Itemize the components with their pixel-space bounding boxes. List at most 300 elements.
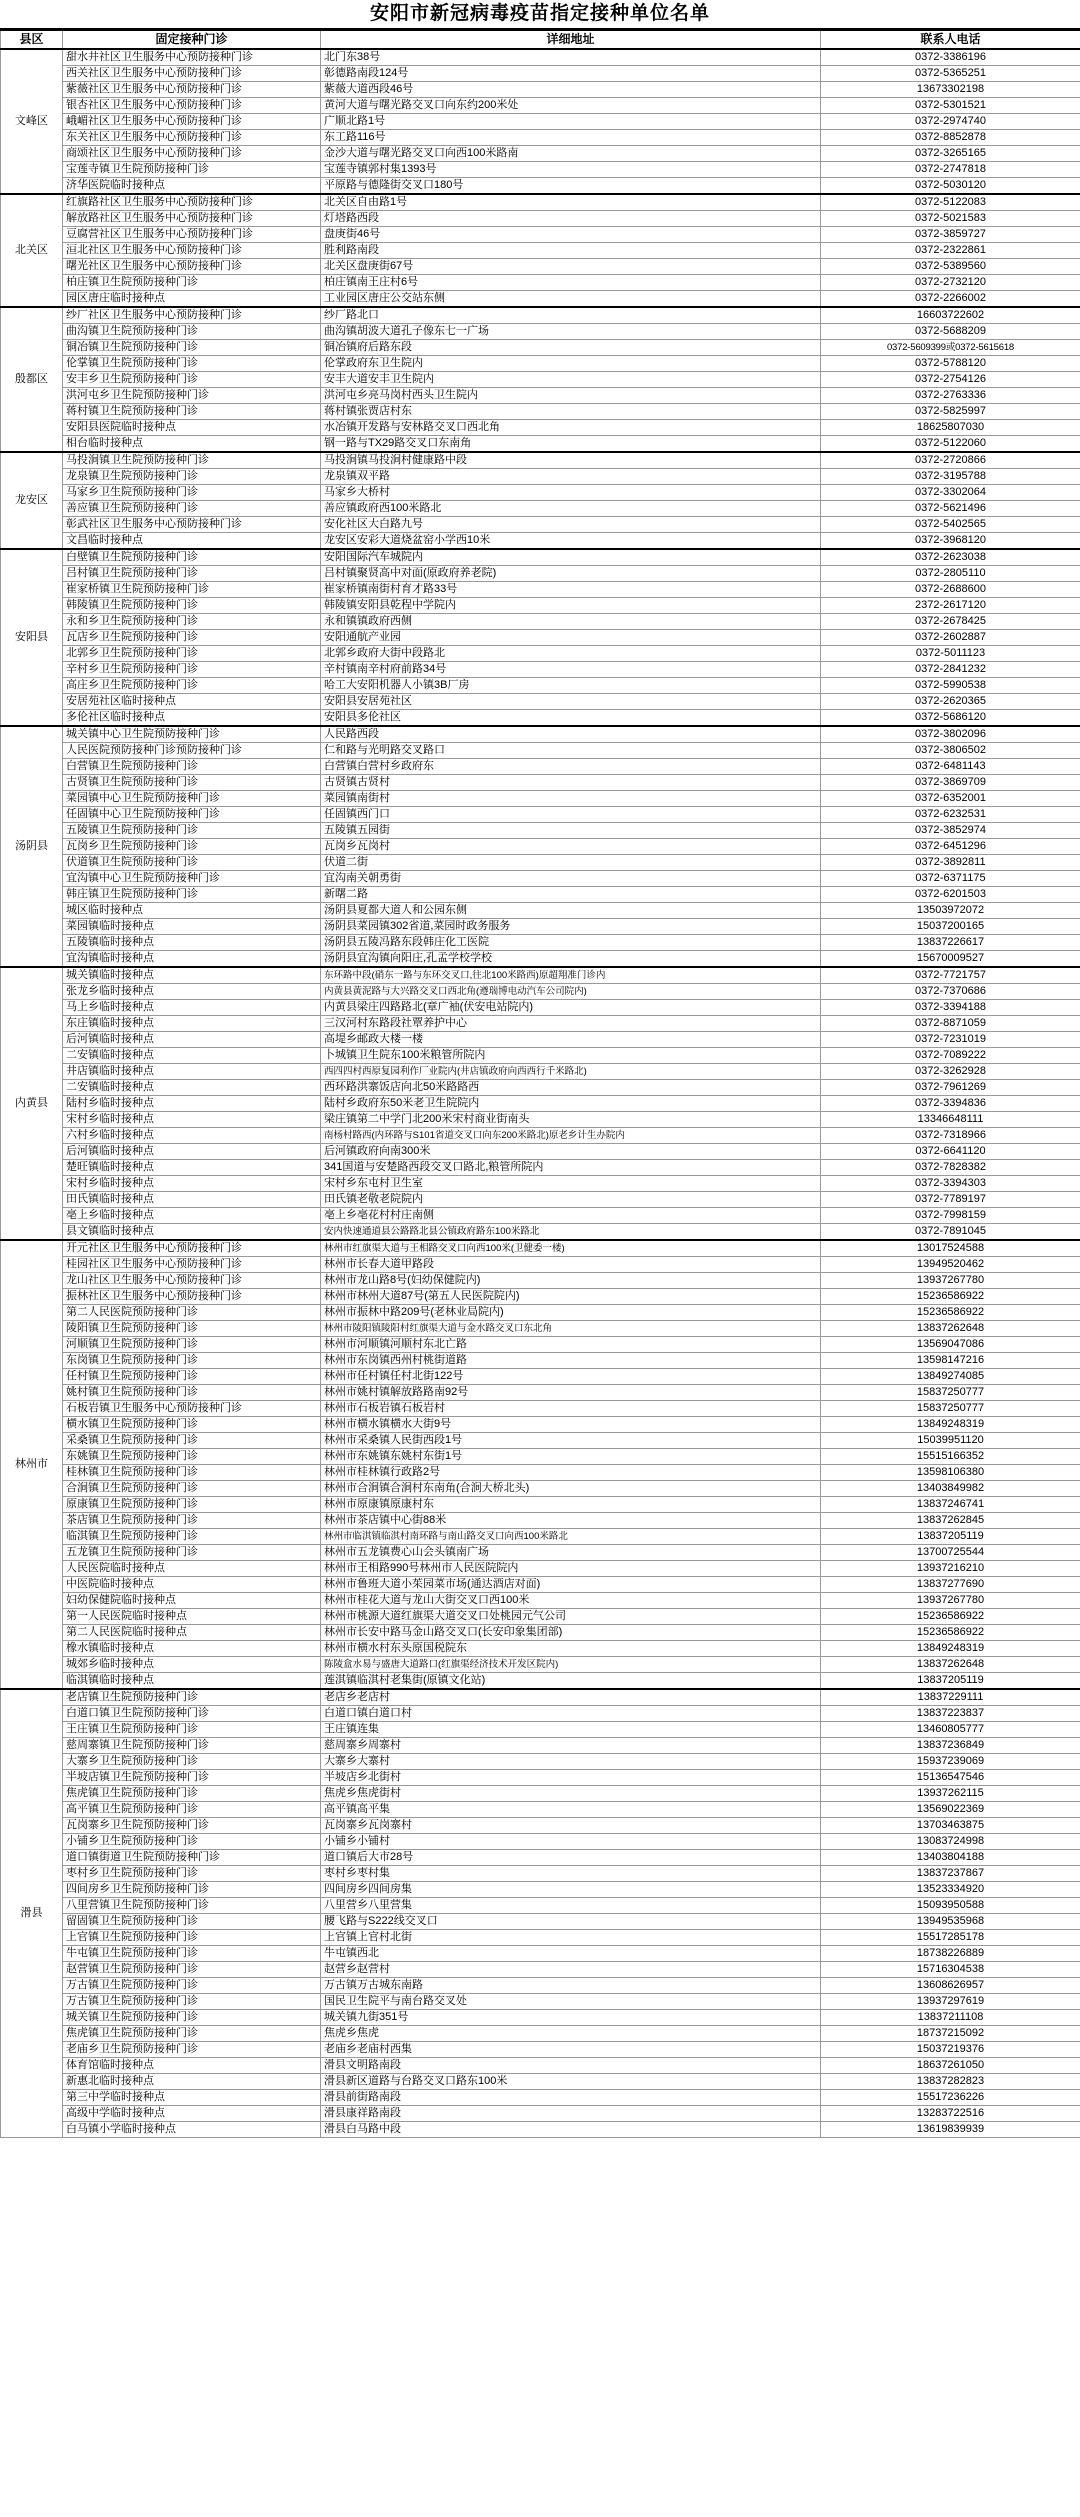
- clinic-name-cell: 石板岩镇卫生服务中心预防接种门诊: [63, 1401, 321, 1417]
- address-cell: 广顺北路1号: [321, 114, 821, 130]
- table-row: [1, 1080, 1080, 1096]
- table-row: [1, 1176, 1080, 1192]
- clinic-name-cell: 紫薇社区卫生服务中心预防接种门诊: [63, 82, 321, 98]
- table-row: [1, 1722, 1080, 1738]
- clinic-name-cell: 城郊乡临时接种点: [63, 1657, 321, 1673]
- address-cell: 宋村乡东屯村卫生室: [321, 1176, 821, 1192]
- phone-cell: 16603722602: [821, 307, 1080, 324]
- clinic-name-cell: 陆村乡临时接种点: [63, 1096, 321, 1112]
- address-cell: 安化社区大白路九号: [321, 517, 821, 533]
- phone-cell: 0372-6201503: [821, 887, 1080, 903]
- phone-cell: 0372-7998159: [821, 1208, 1080, 1224]
- table-row: [1, 1032, 1080, 1048]
- address-cell: 龙安区安彩大道烧盆窑小学西10米: [321, 533, 821, 550]
- table-row: [1, 1866, 1080, 1882]
- clinic-name-cell: 临淇镇卫生院预防接种门诊: [63, 1529, 321, 1545]
- phone-cell: 0372-5990538: [821, 678, 1080, 694]
- phone-cell: 0372-3195788: [821, 469, 1080, 485]
- clinic-name-cell: 园区唐庄临时接种点: [63, 291, 321, 308]
- address-cell: 林州市红旗渠大道与王相路交叉口向西100米(卫健委一楼): [321, 1240, 821, 1257]
- table-row: [1, 951, 1080, 968]
- address-cell: 陆村乡政府东50米老卫生院院内: [321, 1096, 821, 1112]
- phone-cell: 0372-5122060: [821, 436, 1080, 453]
- clinic-name-cell: 王庄镇卫生院预防接种门诊: [63, 1722, 321, 1738]
- table-row: [1, 887, 1080, 903]
- clinic-name-cell: 文昌临时接种点: [63, 533, 321, 550]
- table-row: [1, 1802, 1080, 1818]
- address-cell: 安阳县多伦社区: [321, 710, 821, 727]
- table-row: [1, 452, 1080, 469]
- address-cell: 林州市采桑镇人民街西段1号: [321, 1433, 821, 1449]
- address-cell: 水冶镇开发路与安林路交叉口西北角: [321, 420, 821, 436]
- table-row: [1, 1096, 1080, 1112]
- phone-cell: 0372-2620365: [821, 694, 1080, 710]
- table-row: [1, 388, 1080, 404]
- address-cell: 林州市东姚镇东姚村东街1号: [321, 1449, 821, 1465]
- table-body: [1, 49, 1080, 2138]
- phone-cell: 15670009527: [821, 951, 1080, 968]
- phone-cell: 13837237867: [821, 1866, 1080, 1882]
- phone-cell: 0372-7789197: [821, 1192, 1080, 1208]
- phone-cell: 0372-3852974: [821, 823, 1080, 839]
- table-row: [1, 2122, 1080, 2138]
- phone-cell: 13403849982: [821, 1481, 1080, 1497]
- clinic-name-cell: 济华医院临时接种点: [63, 178, 321, 195]
- clinic-name-cell: 善应镇卫生院预防接种门诊: [63, 501, 321, 517]
- clinic-name-cell: 任村镇卫生院预防接种门诊: [63, 1369, 321, 1385]
- clinic-name-cell: 瓦岗寨乡卫生院预防接种门诊: [63, 1818, 321, 1834]
- clinic-name-cell: 彰武社区卫生服务中心预防接种门诊: [63, 517, 321, 533]
- clinic-name-cell: 古贤镇卫生院预防接种门诊: [63, 775, 321, 791]
- table-row: [1, 1818, 1080, 1834]
- phone-cell: 13837262845: [821, 1513, 1080, 1529]
- phone-cell: 15716304538: [821, 1962, 1080, 1978]
- clinic-name-cell: 陵阳镇卫生院预防接种门诊: [63, 1321, 321, 1337]
- address-cell: 蒋村镇张贾店村东: [321, 404, 821, 420]
- table-row: [1, 791, 1080, 807]
- table-row: [1, 1882, 1080, 1898]
- phone-cell: 0372-5686120: [821, 710, 1080, 727]
- phone-cell: 13849248319: [821, 1641, 1080, 1657]
- table-row: [1, 1513, 1080, 1529]
- table-row: [1, 533, 1080, 550]
- address-cell: 腰飞路与S222线交叉口: [321, 1914, 821, 1930]
- phone-cell: 13837262648: [821, 1657, 1080, 1673]
- address-cell: 亳上乡亳花村村庄南侧: [321, 1208, 821, 1224]
- clinic-name-cell: 张龙乡临时接种点: [63, 984, 321, 1000]
- clinic-name-cell: 横水镇卫生院预防接种门诊: [63, 1417, 321, 1433]
- address-cell: 安阳县安居苑社区: [321, 694, 821, 710]
- clinic-name-cell: 银杏社区卫生服务中心预防接种门诊: [63, 98, 321, 114]
- table-row: [1, 1962, 1080, 1978]
- phone-cell: 0372-3302064: [821, 485, 1080, 501]
- table-row: [1, 903, 1080, 919]
- phone-cell: 15037219376: [821, 2042, 1080, 2058]
- phone-cell: 0372-2747818: [821, 162, 1080, 178]
- phone-cell: 0372-5301521: [821, 98, 1080, 114]
- table-row: [1, 1738, 1080, 1754]
- address-cell: 伦掌政府东卫生院内: [321, 356, 821, 372]
- table-row: [1, 1353, 1080, 1369]
- table-row: [1, 1433, 1080, 1449]
- clinic-name-cell: 宜沟镇临时接种点: [63, 951, 321, 968]
- address-cell: 南杨村路西(内环路与S101省道交叉口向东200米路北)原老乡计生办院内: [321, 1128, 821, 1144]
- clinic-name-cell: 新惠北临时接种点: [63, 2074, 321, 2090]
- address-cell: 铜冶镇府后路东段: [321, 340, 821, 356]
- phone-cell: 13837277690: [821, 1577, 1080, 1593]
- address-cell: 曲沟镇胡波大道孔子像东七一广场: [321, 324, 821, 340]
- phone-cell: 0372-3394836: [821, 1096, 1080, 1112]
- address-cell: 上官镇上官村北街: [321, 1930, 821, 1946]
- phone-cell: 0372-5030120: [821, 178, 1080, 195]
- clinic-name-cell: 老店镇卫生院预防接种门诊: [63, 1689, 321, 1706]
- address-cell: 枣村乡枣村集: [321, 1866, 821, 1882]
- clinic-name-cell: 铜冶镇卫生院预防接种门诊: [63, 340, 321, 356]
- clinic-name-cell: 城关镇中心卫生院预防接种门诊: [63, 726, 321, 743]
- address-cell: 牛屯镇西北: [321, 1946, 821, 1962]
- address-cell: 黄河大道与曙光路交叉口向东约200米处: [321, 98, 821, 114]
- phone-cell: 0372-2678425: [821, 614, 1080, 630]
- phone-cell: 0372-7721757: [821, 967, 1080, 984]
- phone-cell: 15236586922: [821, 1625, 1080, 1641]
- phone-cell: 0372-7231019: [821, 1032, 1080, 1048]
- phone-cell: 15039951120: [821, 1433, 1080, 1449]
- address-cell: 汤阴县宜沟镇向阳庄,孔孟学校学校: [321, 951, 821, 968]
- address-cell: 宝莲寺镇郭村集1393号: [321, 162, 821, 178]
- column-header-clinic: 固定接种门诊: [63, 30, 321, 49]
- address-cell: 八里营乡八里营集: [321, 1898, 821, 1914]
- table-row: [1, 211, 1080, 227]
- column-header-address: 详细地址: [321, 30, 821, 49]
- table-row: [1, 114, 1080, 130]
- clinic-name-cell: 马上乡临时接种点: [63, 1000, 321, 1016]
- clinic-name-cell: 橡水镇临时接种点: [63, 1641, 321, 1657]
- table-row: [1, 1016, 1080, 1032]
- table-row: [1, 1192, 1080, 1208]
- phone-cell: 0372-7370686: [821, 984, 1080, 1000]
- phone-cell: 0372-3892811: [821, 855, 1080, 871]
- clinic-name-cell: 二安镇临时接种点: [63, 1048, 321, 1064]
- clinic-name-cell: 合涧镇卫生院预防接种门诊: [63, 1481, 321, 1497]
- table-row: [1, 1401, 1080, 1417]
- column-header-phone: 联系人电话: [821, 30, 1080, 49]
- address-cell: 林州市长安中路马金山路交叉口(长安印象集团部): [321, 1625, 821, 1641]
- clinic-name-cell: 县文镇临时接种点: [63, 1224, 321, 1241]
- phone-cell: 15093950588: [821, 1898, 1080, 1914]
- address-cell: 马投涧镇马投涧村健康路中段: [321, 452, 821, 469]
- address-cell: 北关区自由路1号: [321, 194, 821, 211]
- address-cell: 北关区盘庚街67号: [321, 259, 821, 275]
- address-cell: 韩陵镇安阳县乾程中学院内: [321, 598, 821, 614]
- address-cell: 西环路洪寨饭店向北50米路路西: [321, 1080, 821, 1096]
- clinic-name-cell: 第二人民医院临时接种点: [63, 1625, 321, 1641]
- phone-cell: 0372-3265165: [821, 146, 1080, 162]
- address-cell: 崔家桥镇南街村育才路33号: [321, 582, 821, 598]
- phone-cell: 0372-2805110: [821, 566, 1080, 582]
- clinic-name-cell: 人民医院预防接种门诊预防接种门诊: [63, 743, 321, 759]
- address-cell: 灯塔路西段: [321, 211, 821, 227]
- address-cell: 古贤镇古贤村: [321, 775, 821, 791]
- clinic-name-cell: 东岗镇卫生院预防接种门诊: [63, 1353, 321, 1369]
- table-row: [1, 1657, 1080, 1673]
- clinic-name-cell: 辛村乡卫生院预防接种门诊: [63, 662, 321, 678]
- phone-cell: 13837282823: [821, 2074, 1080, 2090]
- table-row: [1, 1786, 1080, 1802]
- table-row: [1, 130, 1080, 146]
- phone-cell: 13937267780: [821, 1273, 1080, 1289]
- clinic-name-cell: 白马镇小学临时接种点: [63, 2122, 321, 2138]
- clinic-name-cell: 万古镇卫生院预防接种门诊: [63, 1994, 321, 2010]
- table-row: [1, 743, 1080, 759]
- phone-cell: 15837250777: [821, 1401, 1080, 1417]
- address-cell: 永和镇镇政府西侧: [321, 614, 821, 630]
- phone-cell: 13849248319: [821, 1417, 1080, 1433]
- clinic-name-cell: 小铺乡卫生院预防接种门诊: [63, 1834, 321, 1850]
- phone-cell: 13673302198: [821, 82, 1080, 98]
- address-cell: 新曙二路: [321, 887, 821, 903]
- district-cell: 文峰区: [1, 49, 63, 194]
- clinic-name-cell: 商颂社区卫生服务中心预防接种门诊: [63, 146, 321, 162]
- clinic-name-cell: 伦掌镇卫生院预防接种门诊: [63, 356, 321, 372]
- phone-cell: 15937239069: [821, 1754, 1080, 1770]
- table-row: [1, 1449, 1080, 1465]
- address-cell: 林州市桃源大道红旗渠大道交叉口处桃园元气公司: [321, 1609, 821, 1625]
- clinic-name-cell: 菜园镇临时接种点: [63, 919, 321, 935]
- clinic-name-cell: 道口镇街道卫生院预防接种门诊: [63, 1850, 321, 1866]
- address-cell: 林州市茶店镇中心街88米: [321, 1513, 821, 1529]
- table-row: [1, 178, 1080, 195]
- phone-cell: 13700725544: [821, 1545, 1080, 1561]
- clinic-name-cell: 伏道镇卫生院预防接种门诊: [63, 855, 321, 871]
- table-row: [1, 1369, 1080, 1385]
- clinic-name-cell: 龙泉镇卫生院预防接种门诊: [63, 469, 321, 485]
- table-row: [1, 1289, 1080, 1305]
- table-row: [1, 485, 1080, 501]
- table-row: [1, 1946, 1080, 1962]
- table-row: [1, 1706, 1080, 1722]
- table-row: [1, 1689, 1080, 1706]
- table-row: [1, 436, 1080, 453]
- phone-cell: 0372-3859727: [821, 227, 1080, 243]
- phone-cell: 0372-5021583: [821, 211, 1080, 227]
- clinic-name-cell: 焦虎镇卫生院预防接种门诊: [63, 2026, 321, 2042]
- clinic-name-cell: 安丰乡卫生院预防接种门诊: [63, 372, 321, 388]
- district-cell: 北关区: [1, 194, 63, 307]
- table-row: [1, 227, 1080, 243]
- phone-cell: 15517236226: [821, 2090, 1080, 2106]
- table-row: [1, 549, 1080, 566]
- phone-cell: 13849274085: [821, 1369, 1080, 1385]
- table-row: [1, 582, 1080, 598]
- phone-cell: 0372-2754126: [821, 372, 1080, 388]
- address-cell: 平原路与德隆街交叉口180号: [321, 178, 821, 195]
- table-row: [1, 259, 1080, 275]
- phone-cell: 18625807030: [821, 420, 1080, 436]
- clinic-name-cell: 崔家桥镇卫生院预防接种门诊: [63, 582, 321, 598]
- table-row: [1, 2058, 1080, 2074]
- address-cell: 城关镇九街351号: [321, 2010, 821, 2026]
- phone-cell: 0372-5688209: [821, 324, 1080, 340]
- address-cell: 汤阴县夏都大道人和公园东侧: [321, 903, 821, 919]
- table-row: [1, 404, 1080, 420]
- address-cell: 安丰大道安丰卫生院内: [321, 372, 821, 388]
- phone-cell: 13837205119: [821, 1529, 1080, 1545]
- address-cell: 老庙乡老庙村西集: [321, 2042, 821, 2058]
- address-cell: 林州市东岗镇西州村桃街道路: [321, 1353, 821, 1369]
- address-cell: 林州市横水镇横水大街9号: [321, 1417, 821, 1433]
- phone-cell: 15037200165: [821, 919, 1080, 935]
- clinic-name-cell: 万古镇卫生院预防接种门诊: [63, 1978, 321, 1994]
- phone-cell: 18737215092: [821, 2026, 1080, 2042]
- clinic-name-cell: 永和乡卫生院预防接种门诊: [63, 614, 321, 630]
- clinic-name-cell: 上官镇卫生院预防接种门诊: [63, 1930, 321, 1946]
- phone-cell: 0372-2623038: [821, 549, 1080, 566]
- address-cell: 滑县新区道路与台路交叉口路东100米: [321, 2074, 821, 2090]
- address-cell: 陈陵盒水易与盛唐大道路口(红旗渠经济技术开发区院内): [321, 1657, 821, 1673]
- clinic-name-cell: 峨嵋社区卫生服务中心预防接种门诊: [63, 114, 321, 130]
- table-row: [1, 871, 1080, 887]
- phone-cell: 13569022369: [821, 1802, 1080, 1818]
- address-cell: 三汉河村东路段社覃养护中心: [321, 1016, 821, 1032]
- clinic-name-cell: 韩庄镇卫生院预防接种门诊: [63, 887, 321, 903]
- clinic-name-cell: 枣村乡卫生院预防接种门诊: [63, 1866, 321, 1882]
- address-cell: 老店乡老店村: [321, 1689, 821, 1706]
- phone-cell: 0372-3869709: [821, 775, 1080, 791]
- table-row: [1, 1978, 1080, 1994]
- table-row: [1, 517, 1080, 533]
- clinic-name-cell: 老庙乡卫生院预防接种门诊: [63, 2042, 321, 2058]
- phone-cell: 15236586922: [821, 1609, 1080, 1625]
- clinic-name-cell: 韩陵镇卫生院预防接种门诊: [63, 598, 321, 614]
- address-cell: 小铺乡小铺村: [321, 1834, 821, 1850]
- table-row: [1, 855, 1080, 871]
- address-cell: 工业园区唐庄公交站东侧: [321, 291, 821, 308]
- phone-cell: 0372-2732120: [821, 275, 1080, 291]
- phone-cell: 13937297619: [821, 1994, 1080, 2010]
- table-row: [1, 194, 1080, 211]
- address-cell: 林州市桂林镇行政路2号: [321, 1465, 821, 1481]
- table-row: [1, 646, 1080, 662]
- address-cell: 滑县康祥路南段: [321, 2106, 821, 2122]
- clinic-name-cell: 高平镇卫生院预防接种门诊: [63, 1802, 321, 1818]
- address-cell: 林州市桂花大道与龙山大街交叉口西100米: [321, 1593, 821, 1609]
- clinic-name-cell: 第二人民医院预防接种门诊: [63, 1305, 321, 1321]
- address-cell: 安阳通航产业园: [321, 630, 821, 646]
- table-row: [1, 1224, 1080, 1241]
- table-row: [1, 1417, 1080, 1433]
- page-title: [0, 0, 1080, 29]
- table-row: [1, 146, 1080, 162]
- table-row: [1, 1273, 1080, 1289]
- clinic-name-cell: 第三中学临时接种点: [63, 2090, 321, 2106]
- phone-cell: 13837229111: [821, 1689, 1080, 1706]
- clinic-name-cell: 人民医院临时接种点: [63, 1561, 321, 1577]
- address-cell: 瓦岗寨乡瓦岗寨村: [321, 1818, 821, 1834]
- address-cell: 滑县前街路南段: [321, 2090, 821, 2106]
- table-row: [1, 1481, 1080, 1497]
- table-row: [1, 243, 1080, 259]
- district-cell: 内黄县: [1, 967, 63, 1240]
- clinic-name-cell: 宋村乡临时接种点: [63, 1112, 321, 1128]
- address-cell: 林州市陵阳镇陵阳村红旗渠大道与金水路交叉口东北角: [321, 1321, 821, 1337]
- address-cell: 林州市林州大道87号(第五人民医院院内): [321, 1289, 821, 1305]
- table-row: [1, 1465, 1080, 1481]
- table-row: [1, 598, 1080, 614]
- clinic-name-cell: 六村乡临时接种点: [63, 1128, 321, 1144]
- address-cell: 内黄县黄泥路与大兴路交叉口西北角(遵瑞博电动汽车公司院内): [321, 984, 821, 1000]
- address-cell: 纱厂路北口: [321, 307, 821, 324]
- clinic-name-cell: 西关社区卫生服务中心预防接种门诊: [63, 66, 321, 82]
- clinic-name-cell: 曙光社区卫生服务中心预防接种门诊: [63, 259, 321, 275]
- address-cell: 莲淇镇临淇村老集街(原镇文化站): [321, 1673, 821, 1690]
- phone-cell: 13837223837: [821, 1706, 1080, 1722]
- phone-cell: 13503972072: [821, 903, 1080, 919]
- clinic-name-cell: 柏庄镇卫生院预防接种门诊: [63, 275, 321, 291]
- clinic-name-cell: 马家乡卫生院预防接种门诊: [63, 485, 321, 501]
- address-cell: 吕村镇聚贤高中对面(原政府养老院): [321, 566, 821, 582]
- clinic-name-cell: 八里营镇卫生院预防接种门诊: [63, 1898, 321, 1914]
- phone-cell: 0372-6371175: [821, 871, 1080, 887]
- table-row: [1, 291, 1080, 308]
- address-cell: 林州市姚村镇解放路路南92号: [321, 1385, 821, 1401]
- table-row: [1, 759, 1080, 775]
- table-row: [1, 614, 1080, 630]
- address-cell: 洪河屯乡亮马岗村西头卫生院内: [321, 388, 821, 404]
- table-row: [1, 501, 1080, 517]
- table-row: [1, 1898, 1080, 1914]
- table-row: [1, 1064, 1080, 1080]
- address-cell: 安内快速通道县公路路北县公镇政府路东100米路北: [321, 1224, 821, 1241]
- clinic-name-cell: 茶店镇卫生院预防接种门诊: [63, 1513, 321, 1529]
- table-row: [1, 1497, 1080, 1513]
- table-row: [1, 630, 1080, 646]
- table-row: [1, 469, 1080, 485]
- clinic-name-cell: 井店镇临时接种点: [63, 1064, 321, 1080]
- phone-cell: 0372-5788120: [821, 356, 1080, 372]
- phone-cell: 13523334920: [821, 1882, 1080, 1898]
- phone-cell: 2372-2617120: [821, 598, 1080, 614]
- phone-cell: 0372-3386196: [821, 49, 1080, 66]
- address-cell: 任固镇西门口: [321, 807, 821, 823]
- table-row: [1, 1144, 1080, 1160]
- address-cell: 盘庚街46号: [321, 227, 821, 243]
- clinic-name-cell: 东姚镇卫生院预防接种门诊: [63, 1449, 321, 1465]
- phone-cell: 0372-5011123: [821, 646, 1080, 662]
- phone-cell: 0372-6451296: [821, 839, 1080, 855]
- phone-cell: 13937267780: [821, 1593, 1080, 1609]
- clinic-name-cell: 二安镇临时接种点: [63, 1080, 321, 1096]
- table-row: [1, 1337, 1080, 1353]
- address-cell: 赵营乡赵营村: [321, 1962, 821, 1978]
- table-row: [1, 662, 1080, 678]
- phone-cell: 0372-5389560: [821, 259, 1080, 275]
- table-row: [1, 66, 1080, 82]
- table-row: [1, 1305, 1080, 1321]
- address-cell: 林州市振林中路209号(老林业局院内): [321, 1305, 821, 1321]
- address-cell: 国民卫生院平与南台路交叉处: [321, 1994, 821, 2010]
- address-cell: 白道口镇白道口村: [321, 1706, 821, 1722]
- table-row: [1, 823, 1080, 839]
- table-row: [1, 324, 1080, 340]
- phone-cell: 0372-2322861: [821, 243, 1080, 259]
- table-row: [1, 1625, 1080, 1641]
- table-row: [1, 839, 1080, 855]
- table-row: [1, 1770, 1080, 1786]
- phone-cell: 13283722516: [821, 2106, 1080, 2122]
- clinic-name-cell: 半坡店镇卫生院预防接种门诊: [63, 1770, 321, 1786]
- vaccination-units-table: [0, 29, 1080, 2138]
- address-cell: 林州市龙山路8号(妇幼保健院内): [321, 1273, 821, 1289]
